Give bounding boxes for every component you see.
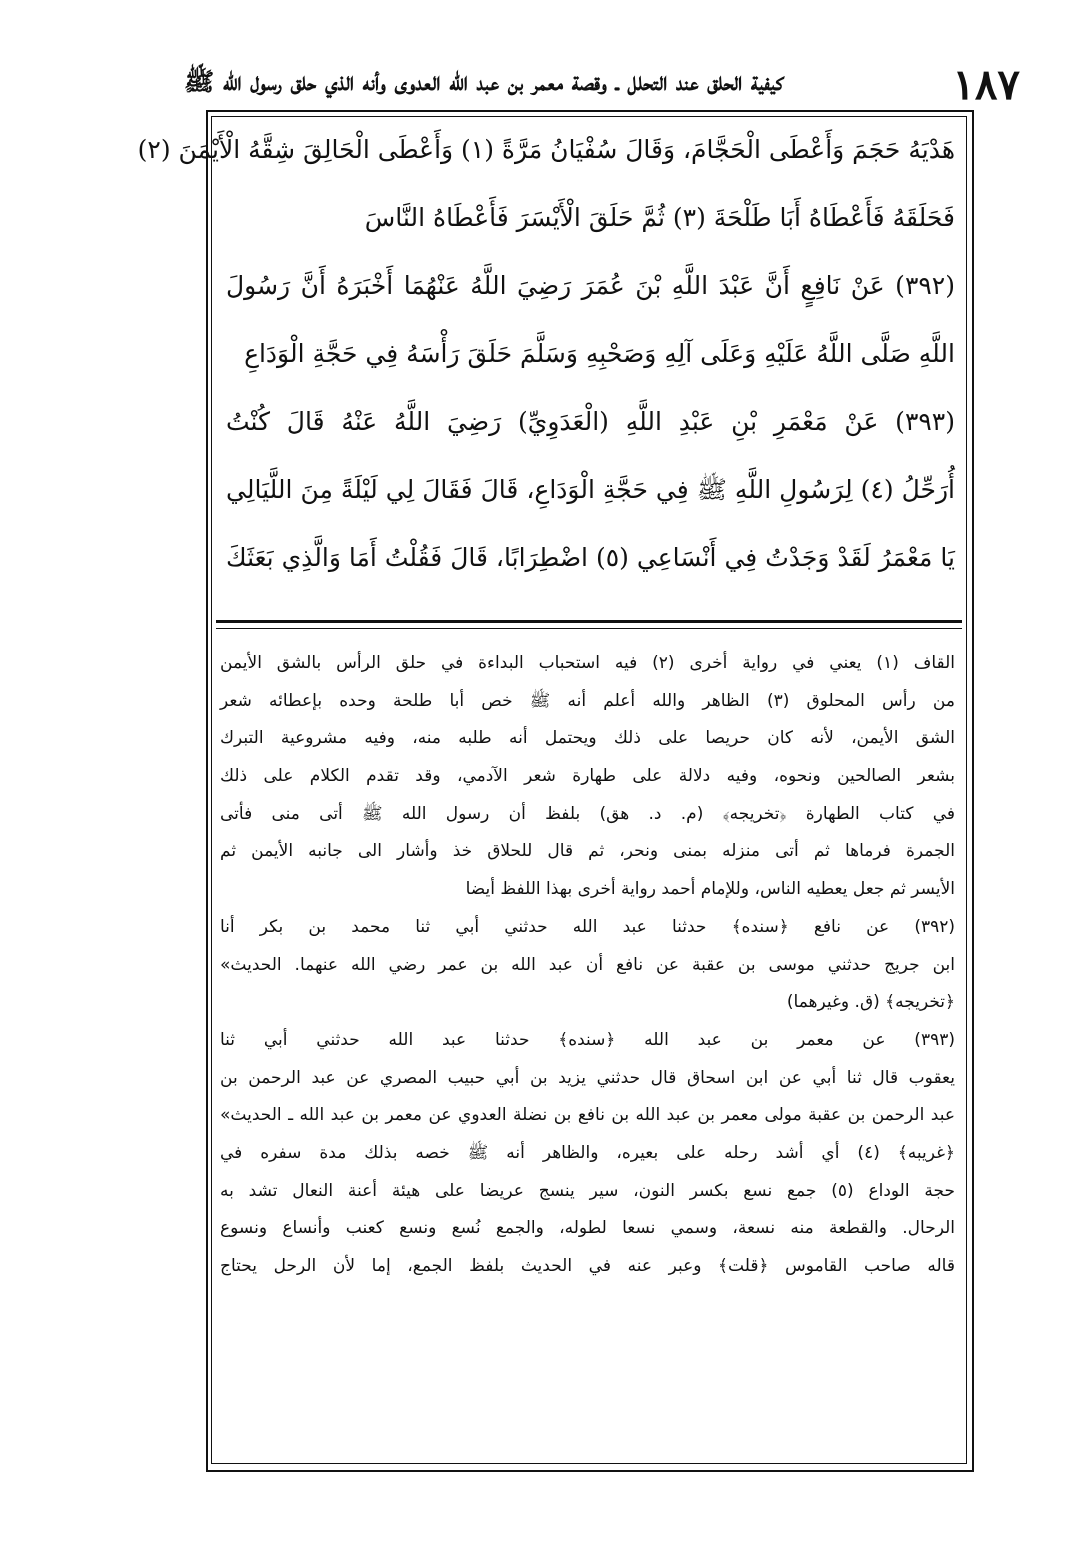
- footnote-line: الرحال. والقطعة منه نسعة، وسمي نسعا لطوله، والجمع نُسع ونسع كعنب وأنساع ونسوع: [220, 1218, 955, 1239]
- footnote-line: ابن جريج حدثني موسى بن عقبة عن نافع أن عبد الله بن عمر رضي الله عنهما. الحديث»: [220, 954, 955, 975]
- hadith-line: هَدْيَهُ حَجَمَ وَأَعْطَى الْحَجَّامَ، وَقَالَ سُفْيَانُ مَرَّةً (١) وَأَعْطَى الْحَالِقَ شِقَّهُ الْأَيْمَنَ (٢): [137, 135, 955, 164]
- hadith-line: (٣٩٣) عَنْ مَعْمَرِ بْنِ عَبْدِ اللَّهِ (الْعَدَوِيِّ) رَضِيَ اللَّهُ عَنْهُ قَالَ كُنْتُ: [226, 407, 955, 436]
- footnote-line: ﴿غريبه﴾ (٤) أي أشد رحله على بعيره، والظاهر أنه ﷺ خصه بذلك مدة سفره في: [220, 1142, 955, 1163]
- footnote-line: حجة الوداع (٥) جمع نسع بكسر النون، سير ينسج عريضا على هيئة أعنة النعال تشد به: [220, 1180, 955, 1201]
- footnote-line: ﴿تخريجه﴾ (ق. وغيرهما): [786, 992, 955, 1013]
- footnote-separator: [216, 620, 962, 623]
- footnote-line: يعقوب قال ثنا أبي عن ابن اسحاق قال حدثني يزيد بن أبي حبيب المصري عن عبد الرحمن بن: [220, 1067, 955, 1088]
- footnote-line: (٣٩٢) عن نافع ﴿سنده﴾ حدثنا عبد الله حدثني أبي ثنا محمد بن بكر أنا: [220, 916, 955, 937]
- footnote-separator-thin: [216, 628, 962, 629]
- footnote-line: عبد الرحمن بن عقبة مولى معمر بن عبد الله بن نافع بن نضلة العدوي عن معمر بن عبد الله ـ الحديث»: [220, 1105, 955, 1126]
- page-header: [170, 58, 1020, 110]
- hadith-line: (٣٩٢) عَنْ نَافِعٍ أَنَّ عَبْدَ اللَّهِ بْنَ عُمَرَ رَضِيَ اللَّهُ عَنْهُمَا أَخْبَرَهُ أَنَّ رَسُولَ: [226, 271, 955, 300]
- hadith-line: أُرَحِّلُ (٤) لِرَسُولِ اللَّهِ ﷺ فِي حَجَّةِ الْوَدَاعِ، قَالَ فَقَالَ لِي لَيْلَةً مِنَ اللَّيَالِي: [226, 475, 955, 504]
- footnote-line: الأيسر ثم جعل يعطيه الناس، وللإمام أحمد رواية أخرى بهذا اللفظ أيضا: [465, 879, 955, 900]
- commentary-footnotes: [220, 646, 955, 1287]
- footnote-line: القاف (١) يعني في رواية أخرى (٢) فيه استحباب البداءة في حلق الرأس بالشق الأيمن: [220, 653, 956, 673]
- footnote-line: قاله صاحب القاموس ﴿قلت﴾ وعبر عنه في الحديث بلفظ الجمع، إما لأن الرحل يحتاج: [220, 1256, 955, 1276]
- running-title: كيفية الحلق عند التحلل ـ وقصة معمر بن عبد الله العدوى وأنه الذي حلق رسول الله ﷺ: [184, 66, 784, 96]
- hadith-line: يَا مَعْمَرُ لَقَدْ وَجَدْتُ فِي أَنْسَاعِي (٥) اضْطِرَابًا، قَالَ فَقُلْتُ أَمَا وَالَّذِي بَعَثَكَ: [226, 543, 955, 572]
- hadith-line: فَحَلَقَهُ فَأَعْطَاهُ أَبَا طَلْحَةَ (٣) ثُمَّ حَلَقَ الْأَيْسَرَ فَأَعْطَاهُ النَّاسَ: [364, 203, 955, 232]
- footnote-line: بشعر الصالحين ونحوه، وفيه دلالة على طهارة شعر الآدمي، وقد تقدم الكلام على ذلك: [220, 766, 955, 787]
- hadith-line: اللَّهِ صَلَّى اللَّهُ عَلَيْهِ وَعَلَى آلِهِ وَصَحْبِهِ وَسَلَّمَ حَلَقَ رَأْسَهُ فِي حَجَّةِ الْوَدَاعِ: [244, 339, 955, 368]
- footnote-line: من رأس المحلوق (٣) الظاهر والله أعلم أنه ﷺ خص أبا طلحة وحده بإعطائه شعر: [220, 690, 955, 711]
- footnote-line: في كتاب الطهارة ﴿تخريجه﴾ (م. د. هق) بلفظ أن رسول الله ﷺ أتى منى فأتى: [220, 803, 955, 824]
- hadith-text: [137, 124, 955, 600]
- footnote-line: الشق الأيمن، لأنه كان حريصا على ذلك ويحتمل أنه طلبه منه، وفيه مشروعية التبرك: [220, 728, 955, 749]
- footnote-line: الجمرة فرماها ثم أتى منزله بمنى ونحر، ثم قال للحلاق خذ وأشار الى جانبه الأيمن ثم: [220, 841, 955, 862]
- footnote-line: (٣٩٣) عن معمر بن عبد الله ﴿سنده﴾ حدثنا عبد الله حدثني أبي ثنا: [220, 1029, 955, 1050]
- page-number: ١٨٧: [952, 59, 1020, 109]
